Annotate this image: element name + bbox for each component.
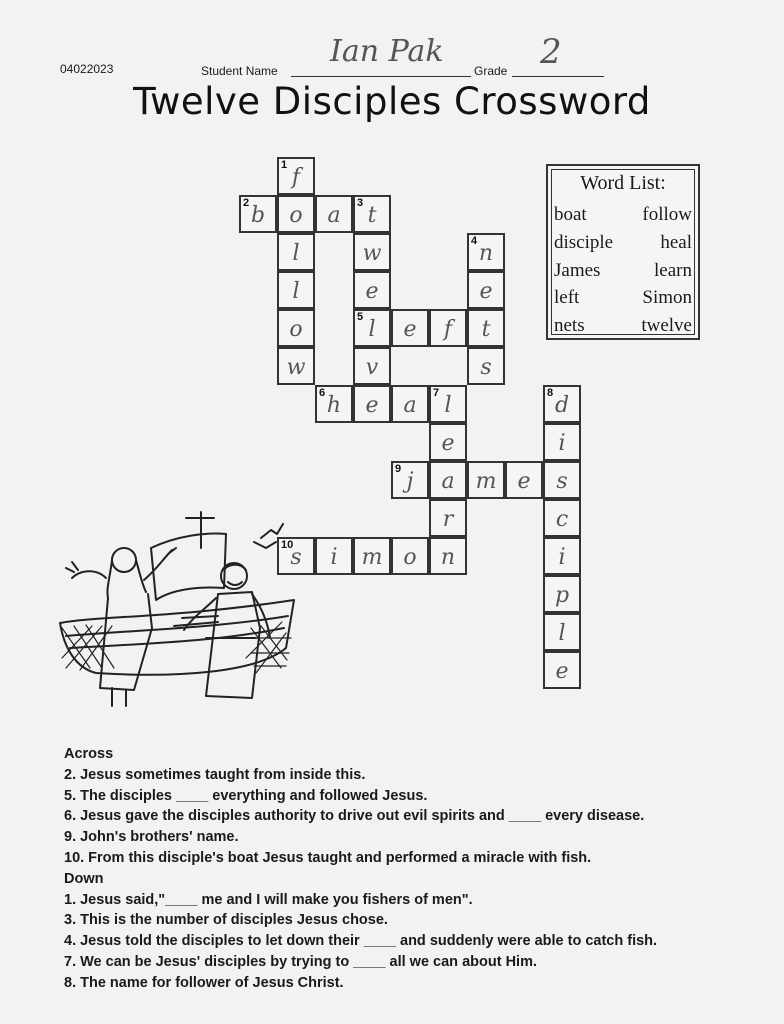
crossword-cell[interactable]	[429, 423, 467, 461]
cell-letter: s	[290, 545, 302, 570]
cell-letter: d	[554, 393, 570, 418]
crossword-cell[interactable]	[543, 651, 581, 689]
cell-letter: i	[558, 545, 566, 570]
student-name-value[interactable]: Ian Pak	[330, 34, 444, 69]
cell-letter: t	[367, 203, 377, 228]
cell-number: 4	[471, 235, 478, 247]
word-list-item: follow	[642, 204, 692, 225]
crossword-cell[interactable]	[277, 157, 315, 195]
cell-letter: o	[289, 203, 303, 228]
word-list-item: boat	[554, 204, 587, 225]
cell-letter: t	[481, 317, 491, 342]
crossword-cell[interactable]	[467, 233, 505, 271]
clue-across: 6. Jesus gave the disciples authority to drive out evil spirits and ____ every disease.	[64, 808, 645, 825]
crossword-cell[interactable]	[543, 385, 581, 423]
cell-letter: h	[326, 393, 342, 418]
crossword-cell[interactable]	[429, 537, 467, 575]
cell-letter: l	[368, 317, 376, 342]
student-name-label: Student Name	[201, 64, 278, 78]
cell-letter: m	[361, 545, 383, 570]
crossword-cell[interactable]	[353, 233, 391, 271]
cell-number: 8	[547, 387, 554, 399]
clue-down: 3. This is the number of disciples Jesus chose.	[64, 912, 388, 929]
crossword-cell[interactable]	[315, 385, 353, 423]
cell-letter: n	[440, 545, 456, 570]
crossword-cell[interactable]	[467, 347, 505, 385]
word-list-item: disciple	[554, 232, 614, 253]
clue-down: 8. The name for follower of Jesus Christ.	[64, 974, 344, 991]
grade-label: Grade	[474, 64, 508, 78]
cell-number: 5	[357, 311, 364, 323]
cell-letter: o	[403, 545, 417, 570]
crossword-cell[interactable]	[277, 347, 315, 385]
cell-number: 7	[433, 387, 440, 399]
crossword-cell[interactable]	[353, 537, 391, 575]
crossword-cell[interactable]	[391, 385, 429, 423]
cell-letter: i	[558, 431, 566, 456]
crossword-cell[interactable]	[315, 537, 353, 575]
word-list-box	[546, 164, 700, 340]
crossword-cell[interactable]	[467, 271, 505, 309]
word-list-item: nets	[554, 315, 585, 336]
cell-number: 10	[281, 539, 294, 551]
cell-letter: o	[289, 317, 303, 342]
cell-number: 2	[243, 197, 250, 209]
cell-letter: e	[365, 393, 379, 418]
crossword-cell[interactable]	[505, 461, 543, 499]
cell-letter: w	[286, 355, 306, 380]
crossword-cell[interactable]	[543, 461, 581, 499]
cell-letter: l	[558, 621, 566, 646]
boat-illustration	[56, 508, 306, 713]
cell-number: 9	[395, 463, 402, 475]
clue-across: 9. John's brothers' name.	[64, 829, 239, 846]
clues-section	[64, 744, 764, 994]
crossword-cell[interactable]	[543, 575, 581, 613]
cell-number: 3	[357, 197, 364, 209]
crossword-cell[interactable]	[353, 347, 391, 385]
word-list-item: twelve	[641, 315, 692, 336]
word-list-title: Word List:	[580, 172, 666, 194]
cell-letter: s	[480, 355, 492, 380]
crossword-cell[interactable]	[429, 309, 467, 347]
word-list-item: James	[554, 260, 601, 281]
cell-letter: a	[327, 203, 341, 228]
crossword-cell[interactable]	[277, 233, 315, 271]
crossword-cell[interactable]	[429, 461, 467, 499]
worksheet-title: Twelve Disciples Crossword	[133, 80, 651, 123]
crossword-cell[interactable]	[391, 537, 429, 575]
worksheet-code: 04022023	[60, 62, 114, 76]
crossword-cell[interactable]	[277, 195, 315, 233]
cell-letter: e	[479, 279, 493, 304]
cell-letter: l	[292, 241, 300, 266]
cell-letter: v	[365, 355, 379, 380]
crossword-cell[interactable]	[543, 499, 581, 537]
cell-letter: j	[406, 469, 414, 494]
crossword-cell[interactable]	[239, 195, 277, 233]
crossword-cell[interactable]	[543, 537, 581, 575]
cell-letter: m	[475, 469, 497, 494]
cell-number: 1	[281, 159, 288, 171]
cell-letter: e	[441, 431, 455, 456]
down-heading: Down	[64, 870, 104, 887]
crossword-cell[interactable]	[467, 309, 505, 347]
crossword-cell[interactable]	[391, 309, 429, 347]
cell-letter: l	[292, 279, 300, 304]
cell-letter: a	[403, 393, 417, 418]
crossword-cell[interactable]	[315, 195, 353, 233]
crossword-cell[interactable]	[353, 309, 391, 347]
across-heading: Across	[64, 746, 114, 762]
cell-letter: s	[556, 469, 568, 494]
crossword-cell[interactable]	[353, 195, 391, 233]
clue-across: 2. Jesus sometimes taught from inside this.	[64, 766, 366, 783]
cell-letter: w	[362, 241, 382, 266]
clue-across: 5. The disciples ____ everything and followed Jesus.	[64, 787, 428, 804]
grade-line	[512, 76, 604, 77]
cell-letter: f	[291, 165, 301, 190]
cell-letter: l	[444, 393, 452, 418]
cell-letter: e	[365, 279, 379, 304]
crossword-cell[interactable]	[429, 385, 467, 423]
crossword-cell[interactable]	[353, 271, 391, 309]
crossword-cell[interactable]	[429, 499, 467, 537]
cell-letter: p	[554, 583, 570, 608]
cell-letter: e	[555, 659, 569, 684]
grade-value[interactable]: 2	[540, 32, 562, 72]
word-list-item: heal	[660, 232, 692, 253]
crossword-cell[interactable]	[277, 271, 315, 309]
word-list-item: learn	[654, 260, 692, 281]
cell-letter: f	[443, 317, 453, 342]
cell-letter: b	[250, 203, 266, 228]
crossword-cell[interactable]	[543, 613, 581, 651]
clue-down: 4. Jesus told the disciples to let down their ____ and suddenly were able to catch fish.	[64, 933, 658, 950]
clue-down: 1. Jesus said,"____ me and I will make you fishers of men".	[64, 891, 473, 908]
cell-letter: e	[517, 469, 531, 494]
student-name-line	[291, 76, 471, 77]
clue-down: 7. We can be Jesus' disciples by trying to ____ all we can about Him.	[64, 953, 537, 970]
word-list-item: left	[554, 287, 580, 308]
crossword-cell[interactable]	[467, 461, 505, 499]
crossword-cell[interactable]	[353, 385, 391, 423]
cell-letter: c	[555, 507, 569, 532]
cell-number: 6	[319, 387, 326, 399]
cell-letter: a	[441, 469, 455, 494]
crossword-cell[interactable]	[543, 423, 581, 461]
clue-across: 10. From this disciple's boat Jesus taught and performed a miracle with fish.	[64, 849, 592, 866]
crossword-cell[interactable]	[277, 309, 315, 347]
cell-letter: n	[478, 241, 494, 266]
crossword-cell[interactable]	[391, 461, 429, 499]
word-list-item: Simon	[642, 287, 692, 308]
cell-letter: r	[442, 507, 454, 532]
cell-letter: i	[330, 545, 338, 570]
cell-letter: e	[403, 317, 417, 342]
